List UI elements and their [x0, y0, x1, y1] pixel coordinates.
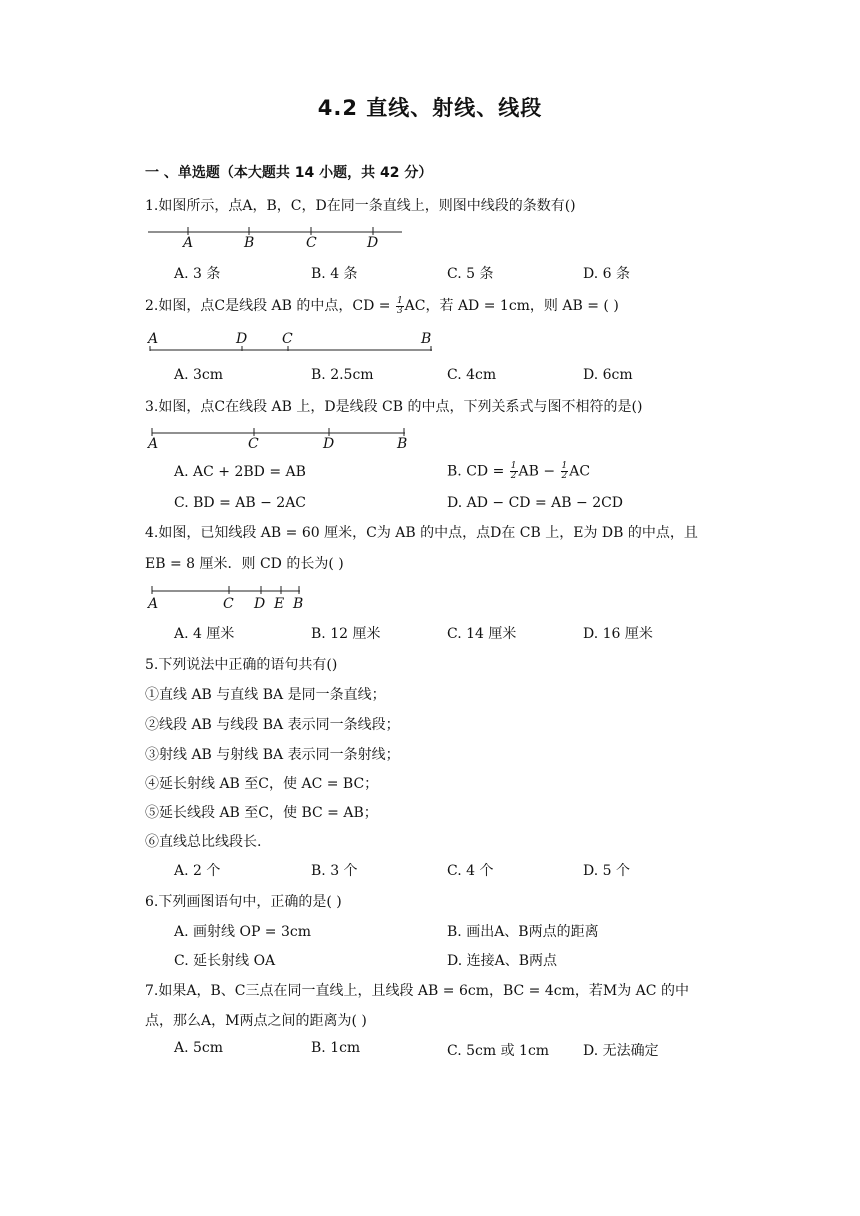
q4-point-label: B — [293, 596, 304, 612]
q2-point-label: C — [282, 331, 293, 347]
q1-figure — [148, 226, 408, 252]
q3-point-label: C — [248, 436, 259, 452]
q4-option-a: A. 4 厘米 — [174, 626, 235, 642]
q5-stem: 5.下列说法中正确的语句共有() — [145, 657, 338, 673]
q5-option-b: B. 3 个 — [311, 863, 358, 879]
section-header: 一 、单选题（本大题共 14 小题，共 42 分） — [145, 165, 433, 181]
q7-option-d: D. 无法确定 — [583, 1043, 659, 1059]
q7-stem-line2: 点，那么A，M两点之间的距离为( ) — [145, 1013, 367, 1029]
q3-figure — [148, 426, 418, 452]
q4-stem-line2: EB = 8 厘米．则 CD 的长为( ) — [145, 556, 344, 572]
q4-option-d: D. 16 厘米 — [583, 626, 653, 642]
q4-point-label: D — [254, 596, 266, 612]
q4-option-b: B. 12 厘米 — [311, 626, 381, 642]
q4-point-label: C — [223, 596, 234, 612]
q4-option-c: C. 14 厘米 — [447, 626, 517, 642]
q6-option-d: D. 连接A、B两点 — [447, 953, 558, 969]
q1-point-label: D — [367, 235, 379, 251]
q5-option-a: A. 2 个 — [174, 863, 221, 879]
q1-stem: 1.如图所示，点A，B，C，D在同一条直线上，则图中线段的条数有() — [145, 198, 576, 214]
q3-point-label: D — [323, 436, 335, 452]
q4-figure — [148, 584, 318, 612]
q1-point-label: B — [244, 235, 255, 251]
q2-stem: 2.如图，点C是线段 AB 的中点，CD = $\frac{1}{3}$ AC，若 AD = 1cm，则 AB = ( ) — [145, 295, 619, 316]
q4-point-label: A — [148, 596, 159, 612]
q1-option-b: B. 4 条 — [311, 266, 358, 282]
q2-point-label: D — [236, 331, 248, 347]
q5-statement: ④延长射线 AB 至C，使 AC = BC； — [145, 776, 379, 792]
q1-option-d: D. 6 条 — [583, 266, 630, 282]
q6-option-a: A. 画射线 OP = 3cm — [174, 924, 312, 940]
q6-option-b: B. 画出A、B两点的距离 — [447, 924, 599, 940]
q7-option-b: B. 1cm — [311, 1040, 361, 1056]
q4-point-label: E — [274, 596, 285, 612]
q2-point-label: B — [421, 331, 432, 347]
q2-point-label: A — [148, 331, 159, 347]
q2-figure — [148, 328, 438, 354]
q7-stem-line1: 7.如果A，B、C三点在同一直线上，且线段 AB = 6cm，BC = 4cm，若M为 AC 的中 — [145, 983, 689, 999]
q3-point-label: A — [148, 436, 159, 452]
q3-option-a: A. AC + 2BD = AB — [174, 464, 306, 480]
q1-option-c: C. 5 条 — [447, 266, 494, 282]
q1-point-label: C — [306, 235, 317, 251]
fraction-one-third: $\frac{1}{3}$ — [396, 295, 403, 316]
q2-option-a: A. 3cm — [174, 367, 224, 383]
q2-option-c: C. 4cm — [447, 367, 497, 383]
page-title: 4.2 直线、射线、线段 — [317, 96, 543, 120]
q5-statement: ②线段 AB 与线段 BA 表示同一条线段； — [145, 717, 400, 733]
q5-statement: ⑥直线总比线段长. — [145, 834, 262, 850]
q5-statement: ⑤延长线段 AB 至C，使 BC = AB； — [145, 805, 378, 821]
q5-option-c: C. 4 个 — [447, 863, 494, 879]
q7-option-a: A. 5cm — [174, 1040, 224, 1056]
q3-option-c: C. BD = AB − 2AC — [174, 495, 307, 511]
q3-point-label: B — [397, 436, 408, 452]
q1-point-label: A — [183, 235, 194, 251]
q1-option-a: A. 3 条 — [174, 266, 221, 282]
q4-stem-line1: 4.如图，已知线段 AB = 60 厘米，C为 AB 的中点，点D在 CB 上，E为 DB 的中点，且 — [145, 525, 698, 541]
q3-option-b: B. CD = $\frac{1}{2}$ AB − $\frac{1}{2}$ AC — [447, 461, 591, 481]
q3-stem: 3.如图，点C在线段 AB 上，D是线段 CB 的中点，下列关系式与图不相符的是() — [145, 399, 643, 415]
q2-option-b: B. 2.5cm — [311, 367, 374, 383]
q5-option-d: D. 5 个 — [583, 863, 630, 879]
q3-option-d: D. AD − CD = AB − 2CD — [447, 495, 624, 511]
q5-statement: ①直线 AB 与直线 BA 是同一条直线； — [145, 687, 386, 703]
q2-option-d: D. 6cm — [583, 367, 633, 383]
q5-statement: ③射线 AB 与射线 BA 表示同一条射线； — [145, 747, 400, 763]
q6-option-c: C. 延长射线 OA — [174, 953, 276, 969]
q6-stem: 6.下列画图语句中，正确的是( ) — [145, 894, 342, 910]
q7-option-c: C. 5cm 或 1cm — [447, 1043, 550, 1059]
